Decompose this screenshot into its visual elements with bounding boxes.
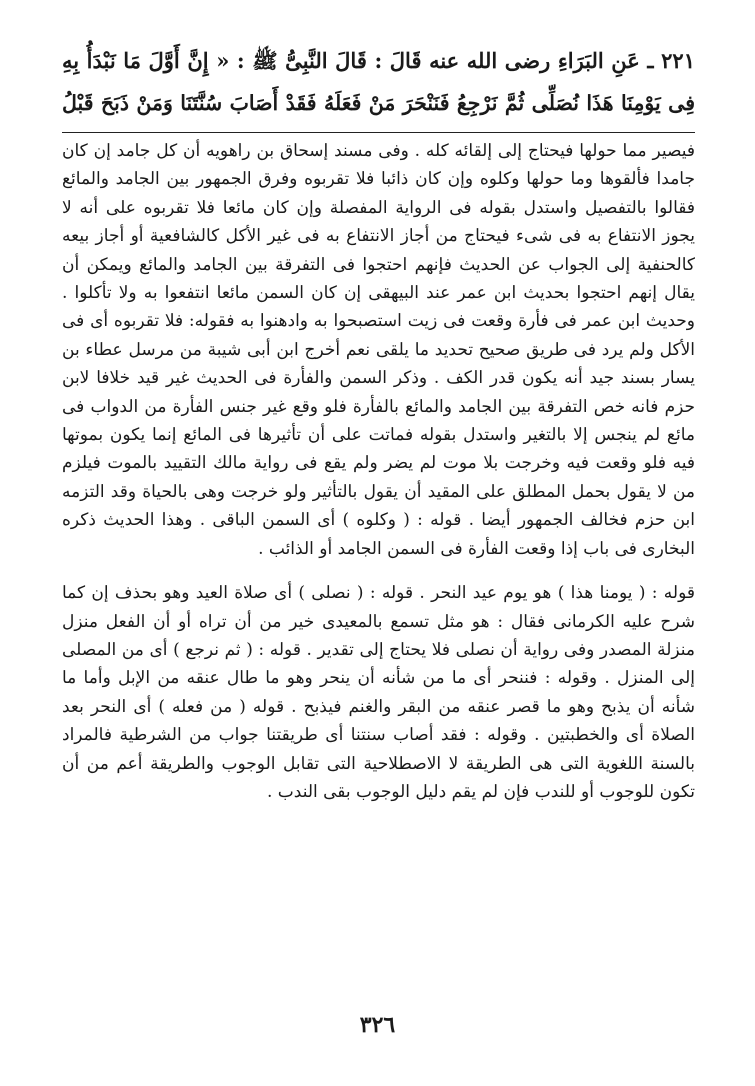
hadith-header-line-2: فِى يَوْمِنَا هَذَا نُصَلِّى ثُمَّ نَرْجِعُ فَنَنْحَرَ مَنْ فَعَلَهُ فَقَدْ أَصَابَ سُنَّتَنَا وَمَنْ ذَبَحَ قَبْلُ [62,91,695,115]
paragraph-gap [62,563,695,579]
commentary-paragraph-2: قوله : ( يومنا هذا ) هو يوم عيد النحر . قوله : ( نصلى ) أى صلاة العيد وهو بحذف إن كما شرح عليه الكرمانى فقال : هو مثل تسمع بالمعيدى خير من أن تراه أو أن الفعل منزل منزلة المصدر وفى رواية أن نصلى فلا يحتاج إلى تقدير . قوله : ( ثم نرجع ) أى من المصلى إلى المنزل . وقوله : فننحر أى ما من شأنه أن ينحر وهو ما طال عنقه من الإبل وأما ما شأنه أن يذبح وهو ما قصر عنقه من البقر والغنم فيذبح . قوله ( من فعله ) أى النحر بعد الصلاة أى والخطبتين . وقوله : فقد أصاب سنتنا أى طريقتنا جواب من الشرطية فالمراد بالسنة اللغوية التى هى الطريقة لا الاصطلاحية التى تقابل الوجوب والطريقة أعم من أن تكون للوجوب أو للندب فإن لم يقم دليل الوجوب بقى الندب . [62,583,695,802]
hadith-header [62,40,695,124]
hadith-header-line-1: ٢٢١ ـ عَنِ البَرَاءِ رضى الله عنه قَالَ : قَالَ النَّبِىُّ ﷺ : « إِنَّ أَوَّلَ مَا نَبْدَأُ بِهِ [62,48,695,73]
commentary-paragraph-1: فيصير مما حولها فيحتاج إلى إلقائه كله . وفى مسند إسحاق بن راهويه أن كل جامد إن كان جامدا فألقوها وما حولها وكلوه وإن كان ذائبا فلا تقربوه وفرق الجمهور بين الجامد والمائع فقالوا بالتفصيل واستدل بقوله فى الرواية المفصلة وإن كان مائعا فلا تقربوه على أنه لا يجوز الانتفاع به فى شىء فيحتاج من أجاز الانتفاع به فى غير الأكل كالشافعية أو أجاز بيعه كالحنفية إلى الجواب عن الحديث فإنهم احتجوا فى التفرقة بين الجامد والمائع ويمكن أن يقال إنهم احتجوا بحديث ابن عمر عند البيهقى إن كان السمن مائعا انتفعوا به ولا تأكلوا . وحديث ابن عمر فى فأرة وقعت فى زيت استصبحوا به وادهنوا به فقوله: فلا تقربوه أى فى الأكل ولم يرد فى طريق صحيح تحديد ما يلقى نعم أخرج ابن أبى شيبة من مرسل عطاء بن يسار بسند جيد أنه يكون قدر الكف . وذكر السمن والفأرة فى الحديث غير قيد خلافا لابن حزم فانه خص التفرقة بين الجامد والمائع بالفأرة فلو وقع غير جنس الفأرة من الدواب فى مائع لم ينجس إلا بالتغير واستدل بقوله فماتت على أن تأثيرها فى المائع إنما يكون بموتها فيه فلو وقعت فيه وخرجت بلا موت لم يضر ولم يقع فى رواية مالك التقييد بالموت فيلزم من لا يقول بحمل المطلق على المقيد أن يقول بالتأثير ولو خرجت وهى بالحياة وقد التزمه ابن حزم فخالف الجمهور أيضا . قوله : ( وكلوه ) أى السمن الباقى . وهذا الحديث ذكره البخارى فى باب إذا وقعت الفأرة فى السمن الجامد أو الذائب . [62,141,695,559]
header-divider [62,132,695,133]
page-number: ٣٢٦ [359,1012,396,1038]
commentary-body [62,137,695,806]
